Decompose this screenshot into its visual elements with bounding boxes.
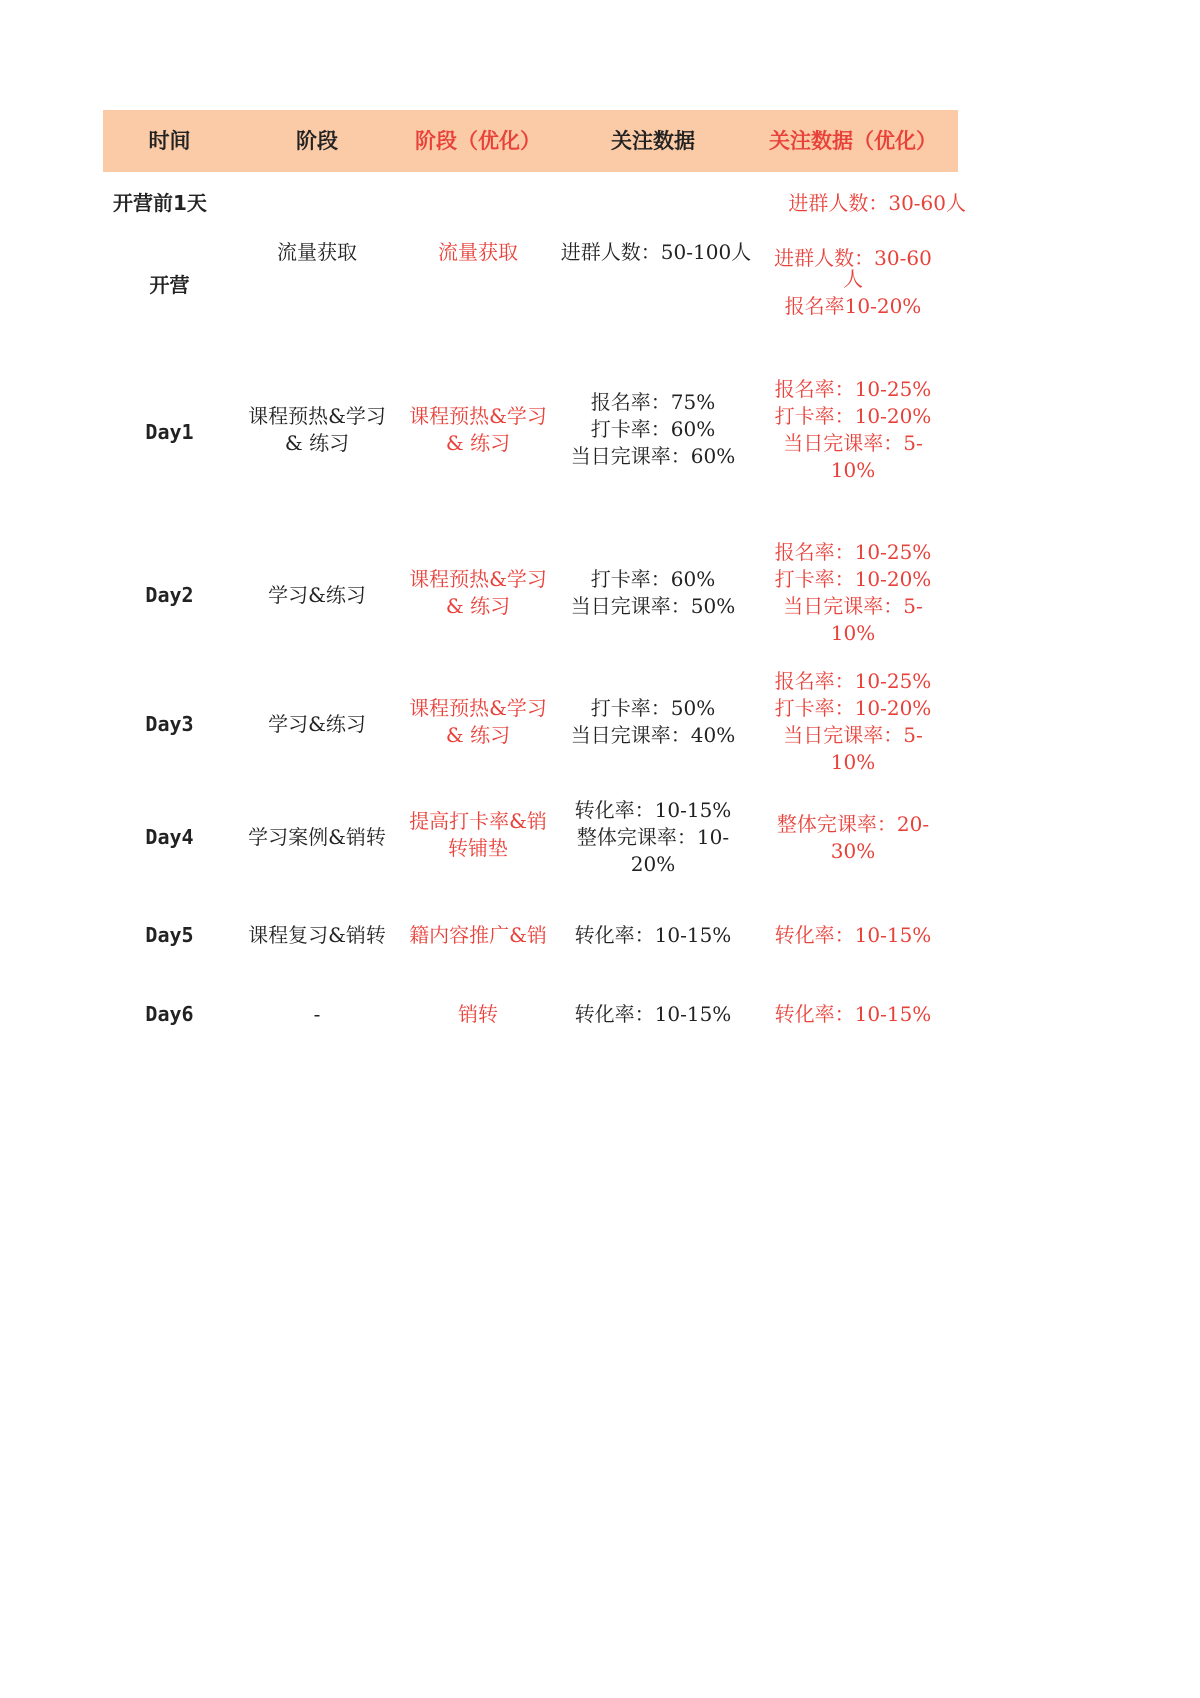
row-3-metrics-opt: 报名率：10-25% 打卡率：10-20% 当日完课率：5- 10%: [774, 540, 932, 645]
row-5-time: Day4: [145, 825, 194, 849]
header-stage-optimized: 阶段（优化）: [415, 129, 541, 153]
row-5-stage-opt: 提高打卡率&销 转铺垫: [409, 809, 547, 860]
row-6-metrics: 转化率：10-15%: [574, 923, 732, 947]
row-6-stage-opt: 籍内容推广&销: [409, 923, 547, 947]
row-7-metrics-opt: 转化率：10-15%: [774, 1002, 932, 1026]
row-7-stage-opt: 销转: [458, 1002, 498, 1026]
row-2-stage: 课程预热&学习 & 练习: [248, 404, 386, 455]
row-4-time: Day3: [145, 712, 194, 736]
row-4-metrics-opt: 报名率：10-25% 打卡率：10-20% 当日完课率：5- 10%: [774, 669, 932, 774]
row-6-time: Day5: [145, 923, 194, 947]
row-1-stage: 流量获取: [277, 240, 357, 264]
header-metrics: 关注数据: [611, 129, 695, 153]
row-7-stage: -: [313, 1002, 321, 1026]
row-4-stage-opt: 课程预热&学习 & 练习: [409, 696, 547, 747]
row-6-metrics-opt: 转化率：10-15%: [774, 923, 932, 947]
row-1-metrics-opt: 进群人数：30-60 人 报名率10-20%: [774, 246, 932, 318]
row-5-metrics-opt: 整体完课率：20- 30%: [776, 812, 930, 863]
row-4-metrics: 打卡率：50% 当日完课率：40%: [570, 696, 736, 747]
header-stage: 阶段: [296, 129, 338, 153]
row-3-metrics: 打卡率：60% 当日完课率：50%: [570, 567, 736, 618]
row-0-time: 开营前1天: [113, 191, 207, 215]
row-2-stage-opt: 课程预热&学习 & 练习: [409, 404, 547, 455]
row-1-stage-opt: 流量获取: [438, 240, 518, 264]
row-7-metrics: 转化率：10-15%: [574, 1002, 732, 1026]
row-5-stage: 学习案例&销转: [248, 825, 386, 849]
row-1-time: 开营: [149, 273, 190, 297]
row-6-stage: 课程复习&销转: [248, 923, 386, 947]
row-5-metrics: 转化率：10-15% 整体完课率：10- 20%: [574, 798, 732, 876]
row-2-metrics-opt: 报名率：10-25% 打卡率：10-20% 当日完课率：5- 10%: [774, 377, 932, 482]
row-7-time: Day6: [145, 1002, 194, 1026]
row-3-time: Day2: [145, 583, 194, 607]
row-4-stage: 学习&练习: [268, 712, 366, 736]
row-2-metrics: 报名率：75% 打卡率：60% 当日完课率：60%: [570, 390, 736, 468]
row-3-stage-opt: 课程预热&学习 & 练习: [409, 567, 547, 618]
header-time: 时间: [148, 129, 191, 153]
row-1-metrics: 进群人数：50-100人: [560, 240, 752, 264]
row-3-stage: 学习&练习: [268, 583, 366, 607]
header-metrics-optimized: 关注数据（优化）: [769, 129, 937, 153]
row-2-time: Day1: [145, 420, 194, 444]
row-0-metrics-opt: 进群人数：30-60人: [788, 191, 966, 215]
